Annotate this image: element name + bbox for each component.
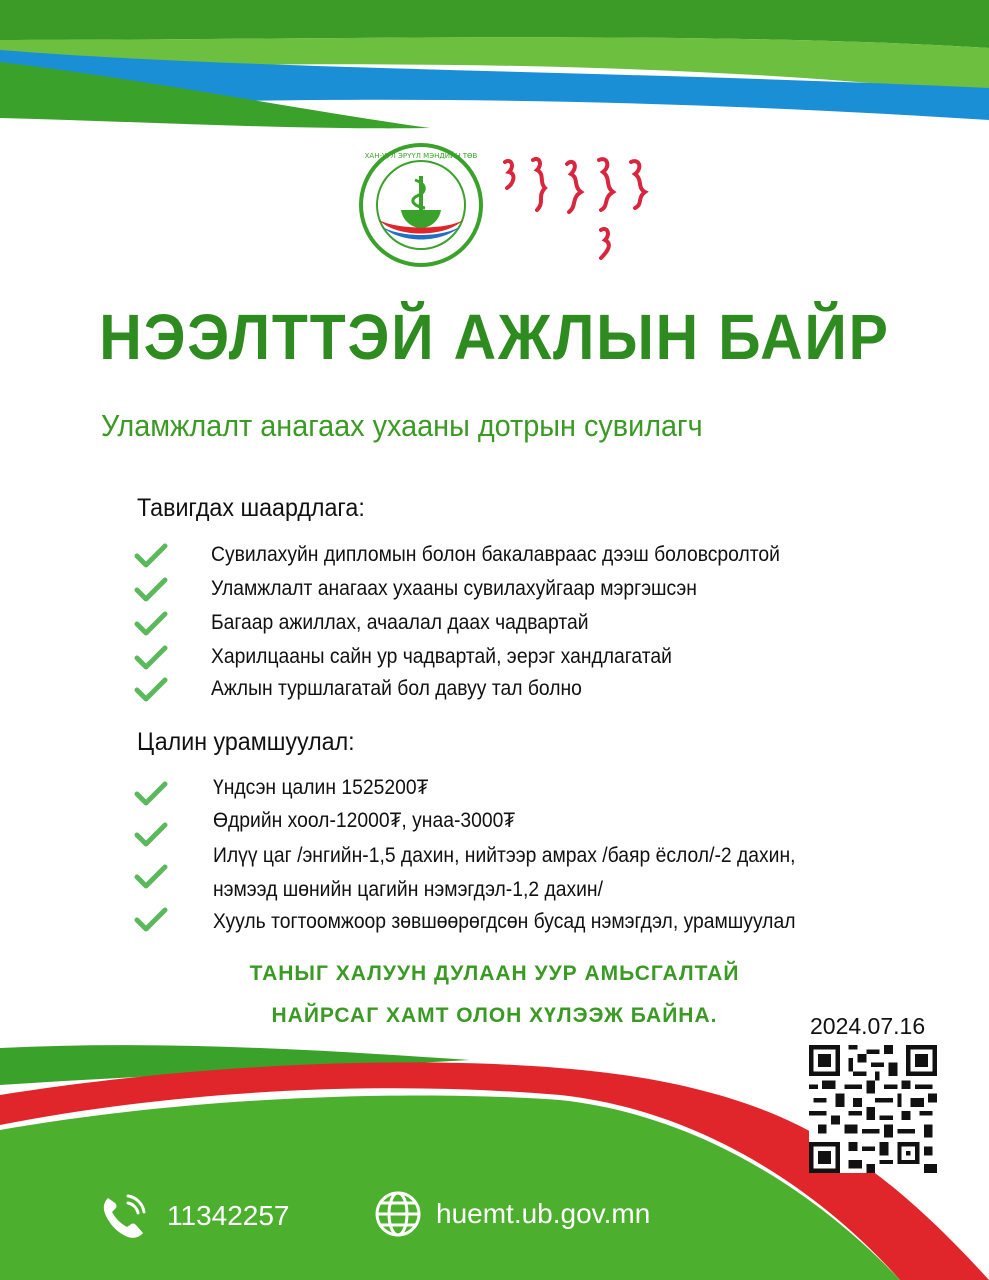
requirement-text: Уламжлалт анагаах ухааны сувилахуйгаар мэргэшсэн — [211, 577, 697, 600]
salary-text: Илүү цаг /энгийн-1,5 дахин, нийтээр амрах /баяр ёслол/-2 дахин, — [213, 844, 796, 867]
page-title: НЭЭЛТТЭЙ АЖЛЫН БАЙР — [99, 301, 890, 373]
closing-line-2: НАЙРСАГ ХАМТ ОЛОН ХҮЛЭЭЖ БАЙНА. — [271, 1004, 718, 1027]
health-center-logo — [357, 140, 485, 270]
salary-text: Үндсэн цалин 1525200₮ — [213, 776, 429, 799]
qr-code[interactable] — [808, 1045, 938, 1173]
check-icon — [134, 822, 168, 848]
requirement-text: Харилцааны сайн ур чадвартай, эерэг хандлагатай — [211, 645, 672, 668]
salary-heading: Цалин урамшуулал: — [137, 728, 355, 756]
globe-icon — [374, 1190, 422, 1238]
requirement-text: Сувилахуйн дипломын болон бакалавраас дээш боловсролтой — [211, 543, 780, 566]
check-icon — [134, 577, 168, 603]
salary-text: Хууль тогтоомжоор зөвшөөрөгдсөн бусад нэмэгдэл, урамшуулал — [213, 910, 796, 933]
logo-ring-text: ХАН-УУЛ ЭРҮҮЛ МЭНДИЙН ТӨВ — [364, 152, 478, 160]
check-icon — [134, 864, 168, 890]
requirement-text: Багаар ажиллах, ачаалал даах чадвартай — [211, 611, 589, 634]
closing-line-1: ТАНЫГ ХАЛУУН ДУЛААН УУР АМЬСГАЛТАЙ — [249, 962, 740, 985]
check-icon — [134, 543, 168, 569]
job-subtitle: Уламжлалт анагаах ухааны дотрын сувилагч — [101, 408, 703, 443]
requirements-heading: Тавигдах шаардлага: — [137, 494, 365, 522]
check-icon — [134, 907, 168, 933]
post-date: 2024.07.16 — [810, 1013, 926, 1039]
requirement-text: Ажлын туршлагатай бол давуу тал болно — [211, 677, 582, 700]
salary-text: нэмээд шөнийн цагийн нэмэгдэл-1,2 дахин/ — [213, 878, 603, 901]
mongolian-script-logo — [497, 152, 667, 272]
website-link[interactable]: huemt.ub.gov.mn — [436, 1198, 651, 1229]
check-icon — [134, 781, 168, 807]
salary-text: Өдрийн хоол-12000₮, унаа-3000₮ — [213, 809, 516, 832]
check-icon — [134, 611, 168, 637]
check-icon — [134, 645, 168, 671]
phone-number[interactable]: 11342257 — [167, 1200, 290, 1231]
phone-icon — [98, 1190, 150, 1242]
check-icon — [134, 677, 168, 703]
